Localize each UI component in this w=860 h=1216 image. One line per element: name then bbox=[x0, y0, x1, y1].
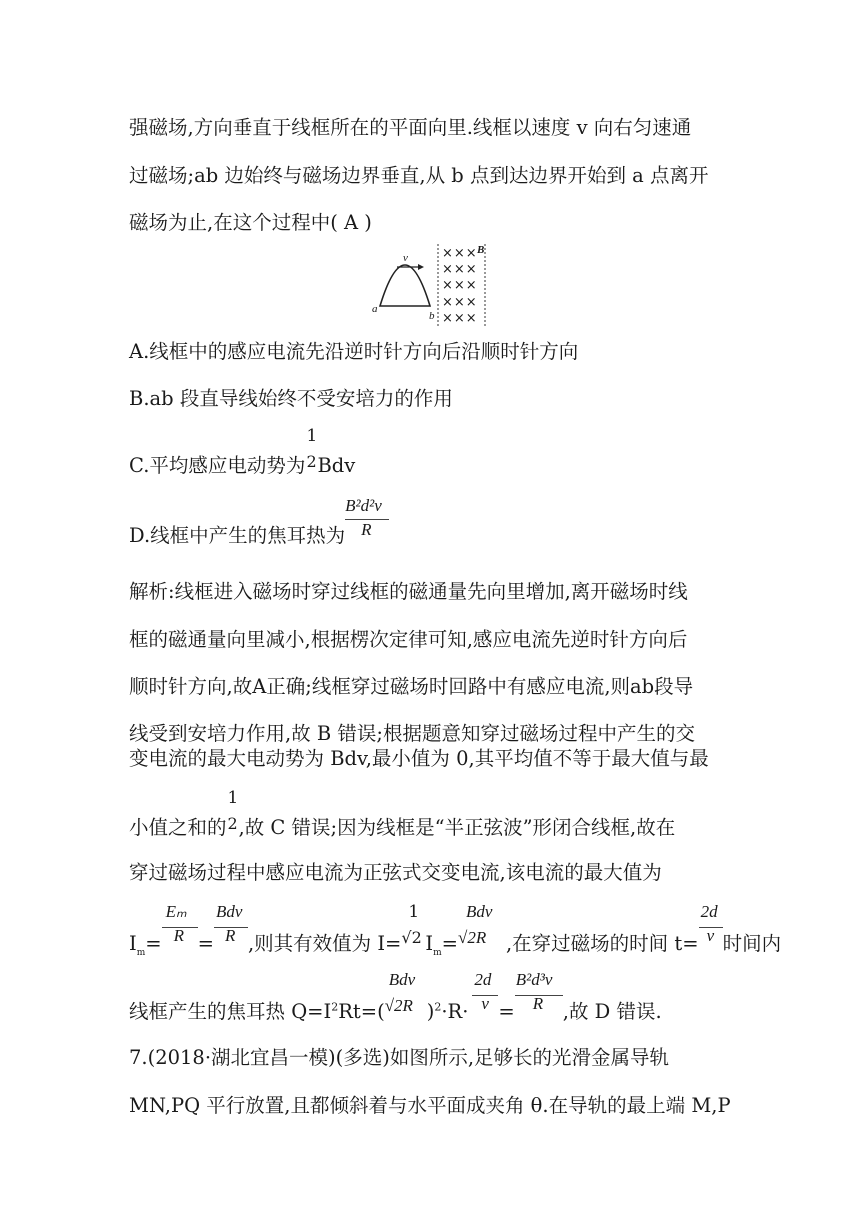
frac-denominator: 2 bbox=[306, 452, 317, 471]
text-segment: = bbox=[498, 1000, 515, 1023]
frac-denominator: R bbox=[173, 926, 184, 945]
analysis-line-2: 框的磁通量向里减小,根据楞次定律可知,感应电流先逆时针方向后 bbox=[129, 628, 688, 651]
superscript: 2 bbox=[331, 1000, 339, 1014]
frac-denominator: R bbox=[361, 520, 372, 539]
half-fraction bbox=[227, 788, 239, 834]
2d-over-v-fraction bbox=[472, 970, 498, 1018]
analysis-line-6 bbox=[129, 788, 676, 841]
text-segment: 线框产生的焦耳热 Q=I bbox=[129, 1000, 332, 1023]
option-c-fraction bbox=[305, 426, 318, 472]
frac-numerator: 1 bbox=[227, 788, 239, 808]
text-segment: = bbox=[145, 932, 162, 955]
option-a: A.线框中的感应电流先沿逆时针方向后沿顺时针方向 bbox=[129, 340, 579, 363]
label-a: a bbox=[372, 303, 378, 315]
frac-denominator: R bbox=[224, 926, 236, 945]
problem6-figure bbox=[368, 242, 492, 332]
analysis-line-7: 穿过磁场过程中感应电流为正弦式交变电流,该电流的最大值为 bbox=[129, 861, 662, 884]
option-d bbox=[129, 496, 391, 549]
text-segment: = bbox=[441, 932, 458, 955]
text-segment: ,在穿过磁场的时间 t= bbox=[505, 932, 699, 955]
2d-over-v-fraction bbox=[699, 902, 723, 950]
text-segment: ,故 D 错误. bbox=[562, 1000, 662, 1023]
text-segment: ) bbox=[426, 1000, 435, 1023]
option-d-fraction bbox=[345, 496, 391, 542]
problem7-line-1: 7.(2018·湖北宜昌一模)(多选)如图所示,足够长的光滑金属导轨 bbox=[129, 1046, 670, 1069]
analysis-line-3: 顺时针方向,故A正确;线框穿过磁场时回路中有感应电流,则ab段导 bbox=[129, 675, 694, 698]
frac-numerator: 1 bbox=[306, 426, 318, 446]
frac-denominator: √2 bbox=[401, 928, 422, 947]
cross-row: ××× bbox=[442, 294, 478, 310]
text-segment: Rt=( bbox=[338, 1000, 385, 1023]
frac-numerator: Bdv bbox=[465, 902, 493, 921]
cross-row: ××× bbox=[442, 262, 478, 278]
superscript: 2 bbox=[434, 1000, 442, 1014]
frac-numerator: Eₘ bbox=[165, 902, 187, 921]
frac-denominator: v bbox=[481, 994, 489, 1013]
frac-numerator: 2d bbox=[700, 902, 718, 921]
problem6-line-1: 强磁场,方向垂直于线框所在的平面向里.线框以速度 v 向右匀速通 bbox=[129, 116, 692, 139]
analysis-line-4: 线受到安培力作用,故 B 错误;根据题意知穿过磁场过程中产生的交 bbox=[129, 722, 695, 745]
frac-denominator: 2 bbox=[227, 814, 238, 833]
text-segment: = bbox=[197, 932, 214, 955]
frac-numerator: Bdv bbox=[215, 902, 243, 921]
text-segment: 小值之和的 bbox=[129, 816, 227, 839]
half-sine-loop bbox=[380, 265, 430, 306]
option-b: B.ab 段直导线始终不受安培力的作用 bbox=[129, 387, 453, 410]
text-segment: ,故 C 错误;因为线框是“半正弦波”形闭合线框,故在 bbox=[238, 816, 676, 839]
velocity-arrowhead bbox=[418, 264, 424, 270]
problem7-line-2: MN,PQ 平行放置,且都倾斜着与水平面成夹角 θ.在导轨的最上端 M,P bbox=[129, 1094, 731, 1117]
cross-row: ××× bbox=[442, 278, 478, 294]
text-segment: ·R· bbox=[441, 1000, 469, 1023]
analysis-line-5: 变电流的最大电动势为 Bdv,最小值为 0,其平均值不等于最大值与最 bbox=[129, 747, 709, 770]
text-segment: I bbox=[129, 932, 137, 955]
subscript: m bbox=[433, 947, 442, 958]
one-over-root2-fraction bbox=[401, 902, 425, 950]
bdv-over-root2r-fraction bbox=[457, 902, 506, 950]
label-b: b bbox=[429, 310, 435, 322]
frac-numerator: 2d bbox=[474, 970, 492, 989]
bdv-over-root2r-fraction bbox=[384, 970, 427, 1018]
frac-numerator: B²d³v bbox=[515, 970, 553, 989]
frac-numerator: 1 bbox=[408, 902, 420, 922]
analysis-line-1: 解析:线框进入磁场时穿过线框的磁通量先向里增加,离开磁场时线 bbox=[129, 580, 688, 603]
cross-row: ××× bbox=[442, 246, 478, 261]
label-B: B bbox=[477, 244, 485, 256]
frac-denominator: √2R bbox=[457, 928, 487, 947]
frac-denominator: v bbox=[706, 926, 715, 945]
text-segment: I bbox=[425, 932, 434, 955]
cross-row: ××× bbox=[442, 310, 478, 326]
analysis-line-9 bbox=[129, 970, 662, 1025]
problem6-line-2: 过磁场;ab 边始终与磁场边界垂直,从 b 点到达边界开始到 a 点离开 bbox=[129, 164, 709, 187]
problem6-line-3: 磁场为止,在这个过程中( A ) bbox=[129, 211, 372, 234]
option-d-prefix: D.线框中产生的焦耳热为 bbox=[129, 524, 346, 547]
em-over-r-fraction bbox=[162, 902, 198, 950]
option-c bbox=[129, 426, 356, 479]
frac-numerator: Bdv bbox=[388, 970, 416, 989]
label-v: v bbox=[403, 252, 408, 264]
analysis-line-8 bbox=[129, 902, 782, 958]
text-segment: ,则其有效值为 I= bbox=[247, 932, 402, 955]
frac-numerator: B²d²v bbox=[345, 496, 382, 515]
bdv-over-r-fraction bbox=[214, 902, 248, 950]
magnetic-field-crosses bbox=[442, 246, 478, 327]
option-c-suffix: Bdv bbox=[317, 454, 356, 477]
option-c-prefix: C.平均感应电动势为 bbox=[129, 454, 306, 477]
b2d3v-over-r-fraction bbox=[515, 970, 563, 1018]
frac-denominator: R bbox=[532, 994, 544, 1013]
subscript: m bbox=[136, 947, 146, 958]
frac-denominator: √2R bbox=[384, 996, 413, 1015]
text-segment: 时间内 bbox=[722, 932, 782, 955]
